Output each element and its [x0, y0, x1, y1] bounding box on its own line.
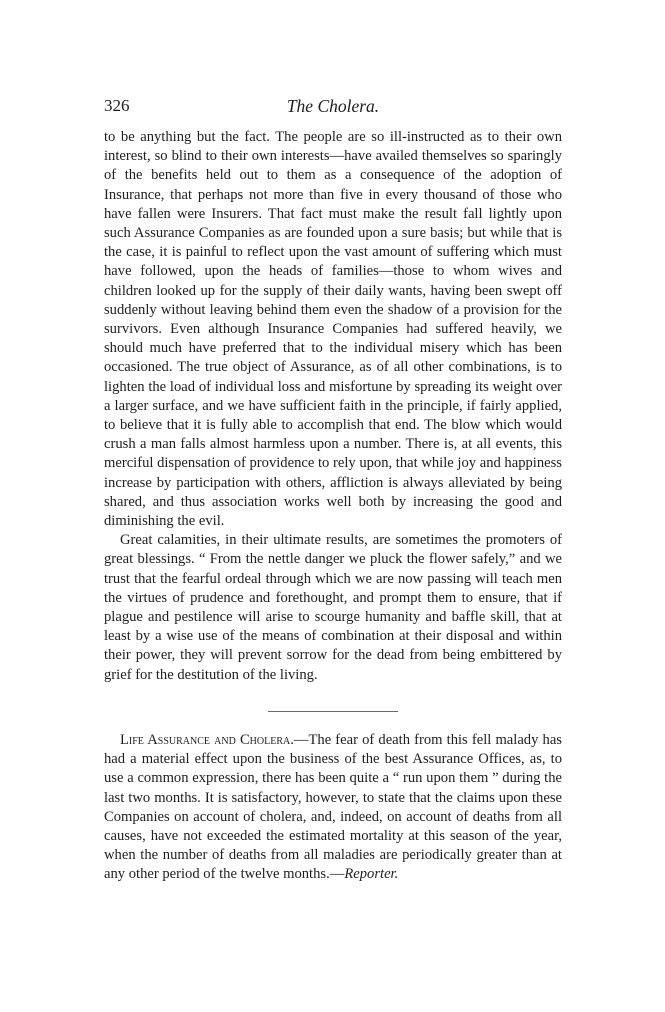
- paragraph-2: Great calamities, in their ultimate results, are sometimes the promoters of great blessings. “ From the nettle danger we pluck the flower safely,” and we trust that the fearful ordeal through which we are now passing will teach men the virtues of prudence and forethought, and prompt them to ensure, that if plague and pestilence will arise to scourge humanity and baffle skill, that at least by a wise use of the means of combination at their disposal and within their power, they will prevent sorrow for the dead from being embittered by grief for the destitution of the living.: [104, 532, 562, 683]
- page-number: 326: [104, 96, 130, 115]
- section-divider: [268, 711, 398, 712]
- article-body: [104, 128, 562, 685]
- page-header: [104, 96, 562, 120]
- second-article-text: —The fear of death from this fell malady has had a material effect upon the business of the best Assurance Offices, as, to use a common expression, there has been quite a “ run upon them ” during the last two months. It is satisfactory, however, to state that the claims upon these Companies on account of cholera, and, indeed, on account of deaths from all causes, have not exceeded the estimated mortality at this season of the year, when the number of deaths from all maladies are periodically greater than at any other period of the twelve months.—: [104, 732, 562, 883]
- paragraph-1: to be anything but the fact. The people are so ill-instructed as to their own interest, so blind to their own interests—have availed themselves so sparingly of the benefits held out to them as a consequence of the adoption of Insurance, that perhaps not more than five in every thousand of those who have fallen were Insurers. That fact must make the result fall lightly upon such Assurance Companies as are founded upon a sure basis; but while that is the case, it is painful to reflect upon the vast amount of suffering which must have followed, upon the heads of families—those to whom wives and children looked up for the supply of their daily wants, having been swept off suddenly without leaving behind them even the shadow of a provision for the survivors. Even although Insurance Companies had suffered heavily, we should much have preferred that to the individual misery which has been occasioned. The true object of Assurance, as of all other combinations, is to lighten the load of individual loss and misfortune by spreading its weight over a larger surface, and we have sufficient faith in the principle, if fairly applied, to believe that it is fully able to accomplish that end. The blow which would crush a man falls almost harmless upon a number. There is, at all events, this merciful dispensation of providence to rely upon, that while joy and happiness increase by participation with others, affliction is always alleviated by being shared, and thus association works well both by increasing the good and diminishing the evil.: [104, 129, 562, 530]
- second-article-heading: Life Assurance and Cholera.: [120, 732, 294, 748]
- second-article: [104, 731, 562, 885]
- second-article-source: Reporter.: [344, 866, 399, 883]
- second-article-paragraph: [104, 731, 562, 885]
- running-title: The Cholera.: [286, 96, 380, 116]
